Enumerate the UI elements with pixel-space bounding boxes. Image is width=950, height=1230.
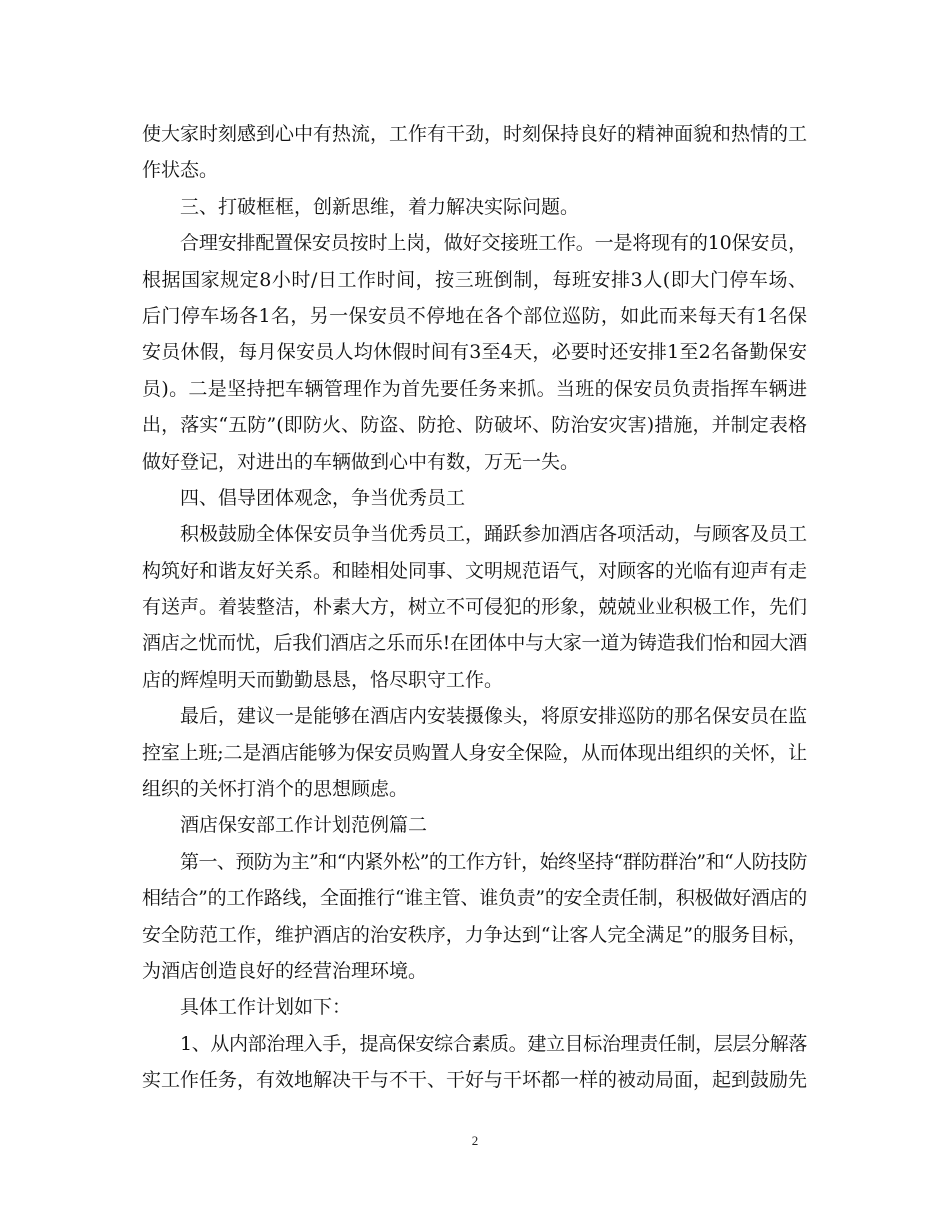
text-line-content: 作状态。 (142, 159, 219, 182)
text-line (142, 917, 807, 953)
text-line-content: 1、从内部治理入手，提高保安综合素质。建立目标治理责任制，层层分解落 (180, 1032, 807, 1055)
text-line-content: 控室上班;二是酒店能够为保安员购置人身安全保险，从而体现出组织的关怀，让 (142, 741, 807, 764)
text-line-content: 出，落实“五防”(即防火、防盗、防抢、防破坏、防治安灾害)措施，并制定表格 (142, 414, 808, 437)
text-line-content: 积极鼓励全体保安员争当优秀员工，踊跃参加酒店各项活动，与顾客及员工 (180, 523, 807, 546)
text-line (142, 334, 807, 370)
document-body (142, 116, 807, 1099)
text-line (142, 1062, 807, 1098)
text-line (142, 516, 807, 552)
text-line (142, 807, 807, 843)
text-line (142, 844, 807, 880)
text-line-content: 做好登记，对进出的车辆做到心中有数，万无一失。 (142, 450, 580, 473)
text-line (142, 1026, 807, 1062)
text-line-content: 组织的关怀打消个的思想顾虑。 (142, 778, 409, 801)
text-line-content: 三、打破框框，创新思维，着力解决实际问题。 (180, 195, 580, 218)
text-line-content: 最后，建议一是能够在酒店内安装摄像头，将原安排巡防的那名保安员在监 (180, 705, 807, 728)
text-line (142, 371, 807, 407)
text-line (142, 152, 807, 188)
text-line-content: 员)。二是坚持把车辆管理作为首先要任务来抓。当班的保安员负责指挥车辆进 (142, 377, 808, 400)
text-line (142, 880, 807, 916)
text-line (142, 298, 807, 334)
text-line-content: 为酒店创造良好的经营治理环境。 (142, 959, 428, 982)
text-line-content: 相结合”的工作路线，全面推行“谁主管、谁负责”的安全责任制，积极做好酒店的 (142, 887, 807, 910)
text-line-content: 第一、预防为主”和“内紧外松”的工作方针，始终坚持“群防群治”和“人防技防 (180, 850, 807, 873)
text-line-content: 构筑好和谐友好关系。和睦相处同事、文明规范语气，对顾客的光临有迎声有走 (142, 559, 807, 582)
text-line (142, 116, 807, 152)
text-line-content: 具体工作计划如下： (180, 996, 352, 1019)
text-line-content: 后门停车场各1名，另一保安员不停地在各个部位巡防，如此而来每天有1名保 (142, 304, 808, 327)
text-line (142, 553, 807, 589)
text-line-content: 四、倡导团体观念，争当优秀员工 (180, 486, 466, 509)
text-line-content: 安全防范工作，维护酒店的治安秩序，力争达到“让客人完全满足”的服务目标， (142, 923, 807, 946)
text-line-content: 店的辉煌明天而勤勤恳恳，恪尽职守工作。 (142, 668, 504, 691)
text-line-content: 安员休假，每月保安员人均休假时间有3至4天，必要时还安排1至2名备勤保安 (142, 341, 808, 364)
text-line (142, 589, 807, 625)
text-line (142, 625, 807, 661)
text-line (142, 953, 807, 989)
text-line-content: 根据国家规定8小时/日工作时间，按三班倒制，每班安排3人(即大门停车场、 (142, 268, 808, 291)
text-line-content: 使大家时刻感到心中有热流，工作有干劲，时刻保持良好的精神面貌和热情的工 (142, 123, 807, 145)
text-line (142, 480, 807, 516)
text-line (142, 225, 807, 261)
text-line-content: 酒店之忧而忧，后我们酒店之乐而乐!在团体中与大家一道为铸造我们怡和园大酒 (142, 632, 807, 655)
text-line-content: 酒店保安部工作计划范例篇二 (180, 814, 428, 837)
text-line-content: 实工作任务，有效地解决干与不干、干好与干坏都一样的被动局面，起到鼓励先 (142, 1069, 807, 1092)
text-line (142, 189, 807, 225)
page-number: 2 (471, 1133, 479, 1148)
text-line (142, 444, 807, 480)
text-line-content: 有送声。着装整洁，朴素大方，树立不可侵犯的形象，兢兢业业积极工作，先们 (142, 596, 807, 619)
text-line (142, 698, 807, 734)
text-line (142, 662, 807, 698)
text-line (142, 407, 807, 443)
text-line-content: 合理安排配置保安员按时上岗，做好交接班工作。一是将现有的10保安员， (180, 232, 807, 255)
text-line (142, 989, 807, 1025)
text-line (142, 771, 807, 807)
text-line (142, 735, 807, 771)
text-line (142, 262, 807, 298)
